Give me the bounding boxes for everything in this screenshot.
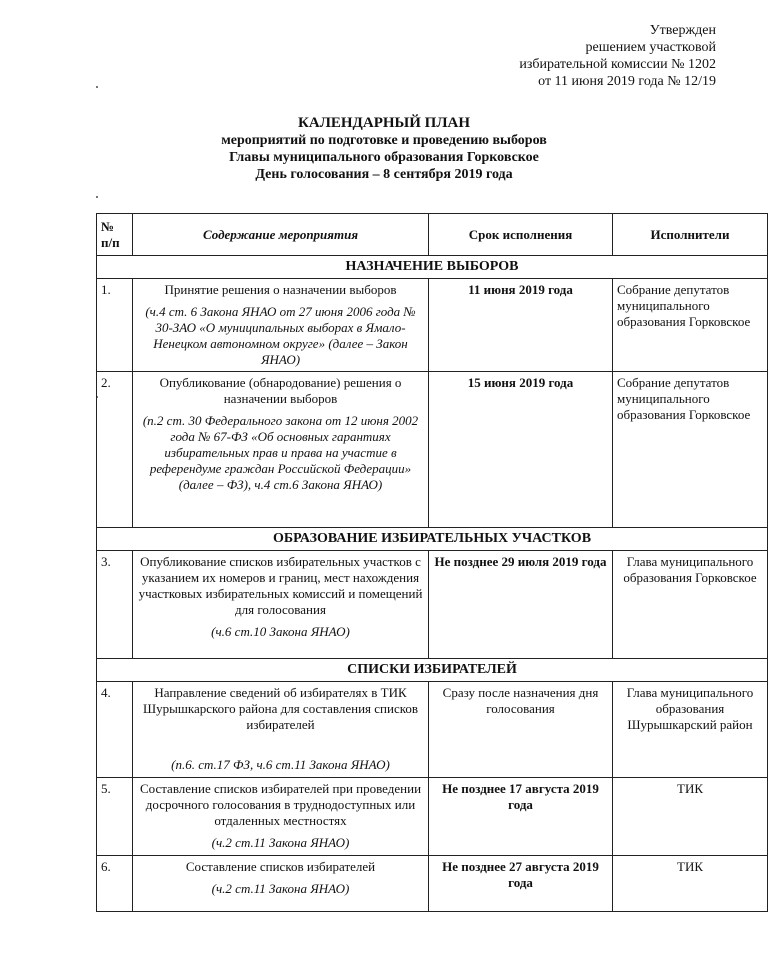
approval-line: решением участковой [585,40,716,55]
row-action: Направление сведений об избирателях в ТИК Шурышкарского района для составления списков избирателей [142,685,419,732]
title-line: КАЛЕНДАРНЫЙ ПЛАН [297,115,471,131]
section-row [97,256,768,279]
row-executors: Глава муниципального образования Шурышкарский район [613,682,768,778]
row-action: Составление списков избирателей при проведении досрочного голосования в труднодоступных или отдаленных местностях [139,781,422,828]
row-num: 6. [97,856,133,912]
row-basis: (ч.4 ст. 6 Закона ЯНАО от 27 июня 2006 года № 30-ЗАО «О муниципальных выборах в Ямало-Ненецком автономном округе» (далее – Закон ЯНАО) [145,304,416,367]
row-term: 15 июня 2019 года [429,372,613,528]
row-basis: (ч.2 ст.11 Закона ЯНАО) [211,881,350,896]
title-line: День голосования – 8 сентября 2019 года [255,167,513,182]
row-basis: (ч.2 ст.11 Закона ЯНАО) [211,835,350,850]
row-content [133,856,429,912]
table-row [97,279,768,372]
section-title: НАЗНАЧЕНИЕ ВЫБОРОВ [97,256,768,279]
title-line: Главы муниципального образования Горковское [229,150,539,165]
table-row [97,372,768,528]
row-action: Опубликование списков избирательных участков с указанием их номеров и границ, мест нахождения участковых избирательных комиссий и помещений для голосования [138,554,423,617]
section-row [97,659,768,682]
table-row [97,856,768,912]
row-action: Составление списков избирателей [185,859,376,874]
approval-stamp [519,22,716,90]
scan-dot [96,86,98,88]
row-content [133,551,429,659]
header-content: Содержание мероприятия [133,214,429,256]
row-executors: ТИК [613,856,768,912]
row-content [133,372,429,528]
row-executors: Собрание депутатов муниципального образования Горковское [613,279,768,372]
document-title [0,115,768,183]
table-row [97,551,768,659]
section-row [97,528,768,551]
header-term: Срок исполнения [429,214,613,256]
row-executors: Глава муниципального образования Горковское [613,551,768,659]
row-num: 2. [97,372,133,528]
table-row [97,682,768,778]
row-content [133,279,429,372]
row-term: Сразу после назначения дня голосования [429,682,613,778]
section-title: СПИСКИ ИЗБИРАТЕЛЕЙ [97,659,768,682]
approval-line: от 11 июня 2019 года № 12/19 [538,74,716,89]
row-action: Опубликование (обнародование) решения о назначении выборов [159,375,402,406]
section-title: ОБРАЗОВАНИЕ ИЗБИРАТЕЛЬНЫХ УЧАСТКОВ [97,528,768,551]
row-term: Не позднее 27 августа 2019 года [429,856,613,912]
row-num: 3. [97,551,133,659]
row-num: 5. [97,778,133,856]
row-term: Не позднее 17 августа 2019 года [429,778,613,856]
header-executors: Исполнители [613,214,768,256]
row-num: 1. [97,279,133,372]
approval-line: избирательной комиссии № 1202 [519,57,716,72]
row-content [133,682,429,778]
row-basis: (п.6. ст.17 ФЗ, ч.6 ст.11 Закона ЯНАО) [171,757,390,772]
row-content [133,778,429,856]
row-basis: (ч.6 ст.10 Закона ЯНАО) [211,624,350,639]
row-action: Принятие решения о назначении выборов [164,282,397,297]
approval-line: Утвержден [649,23,716,38]
row-executors: ТИК [613,778,768,856]
table-header-row [97,214,768,256]
row-executors: Собрание депутатов муниципального образования Горковское [613,372,768,528]
scan-dot [96,196,98,198]
calendar-plan-table [96,213,768,912]
title-line: мероприятий по подготовке и проведению выборов [221,133,547,148]
row-term: 11 июня 2019 года [429,279,613,372]
row-term: Не позднее 29 июля 2019 года [429,551,613,659]
table-row [97,778,768,856]
header-num: № п/п [97,214,133,256]
row-basis: (п.2 ст. 30 Федерального закона от 12 июня 2002 года № 67-ФЗ «Об основных гарантиях избирательных прав и права на участие в референдуме граждан Российской Федерации» (далее – ФЗ), ч.4 ст.6 Закона ЯНАО) [142,413,419,492]
row-num: 4. [97,682,133,778]
